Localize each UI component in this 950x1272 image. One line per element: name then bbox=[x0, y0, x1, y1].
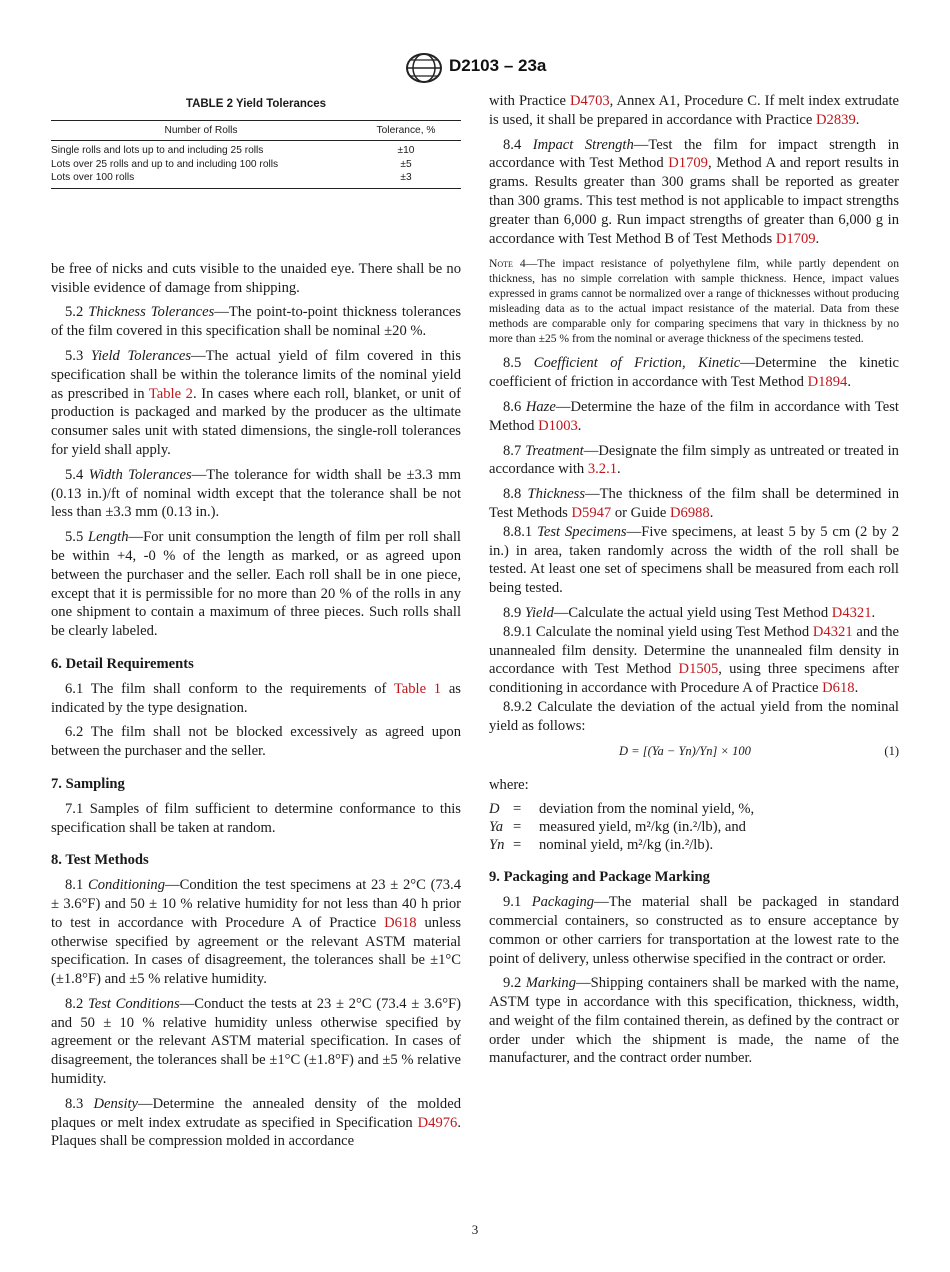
table-2-title: TABLE 2 Yield Tolerances bbox=[185, 98, 327, 110]
section-8-9-1: 8.9.1 Calculate the nominal yield using Test Method D4321 and the unannealed film density. Determine the unannealed film density in accordance with Test Method D1505, using three specimens after conditioning in accordance with Procedure A of Practice D618. bbox=[489, 623, 899, 697]
definition-text: nominal yield, m²/kg (in.²/lb). bbox=[539, 837, 714, 854]
definition-row: D = deviation from the nominal yield, %, bbox=[489, 800, 899, 818]
table-cell-value: ±5 bbox=[400, 158, 412, 170]
section-8-9-2: 8.9.2 Calculate the deviation of the actual yield from the nominal yield as follows: bbox=[489, 698, 899, 734]
table-cell-value: ±3 bbox=[351, 171, 461, 188]
d618-link[interactable]: D618 bbox=[384, 914, 417, 931]
table-header-tolerance: Tolerance, % bbox=[351, 120, 461, 141]
paragraph-continued: be free of nicks and cuts visible to the unaided eye. There shall be no visible evidence of damage from shipping. bbox=[51, 260, 461, 296]
page-header bbox=[0, 52, 950, 88]
d2839-link[interactable]: D2839 bbox=[816, 111, 856, 128]
table-2-link[interactable]: Table 2 bbox=[148, 385, 193, 402]
d1709-link[interactable]: D1709 bbox=[775, 230, 816, 247]
d1709-link[interactable]: D1709 bbox=[668, 155, 708, 172]
yield-tolerances-table bbox=[51, 120, 461, 189]
equation-number: (1) bbox=[884, 743, 899, 758]
section-8-8-1: 8.8.1 Test Specimens—Five specimens, at least 5 by 5 cm (2 by 2 in.) in area, taken randomly across the width of the roll shall be tested. At least one set of specimens shall be measured from each roll being tested. bbox=[489, 523, 900, 597]
d4976-link[interactable]: D4976 bbox=[417, 1114, 458, 1131]
d1505-link[interactable]: D1505 bbox=[678, 661, 719, 678]
d4321-link[interactable]: D4321 bbox=[812, 623, 853, 640]
section-8-7: 8.7 Treatment—Designate the film simply as untreated or treated in accordance with 3.2.1. bbox=[489, 442, 899, 478]
section-5-5: 5.5 Length—For unit consumption the length of film per roll shall be within +4, -0 % of the length as marked, or as agreed upon between the purchaser and the seller. Each roll shall be in one piece, except that it is permissible for no more than 20 % of the rolls in any one shipment to contain a maximum of three pieces. Such rolls shall be clearly labeled. bbox=[51, 529, 461, 640]
d1003-link[interactable]: D1003 bbox=[538, 417, 578, 434]
d618-link[interactable]: D618 bbox=[822, 680, 855, 697]
section-8-heading: 8. Test Methods bbox=[51, 852, 149, 869]
section-5-2: 5.2 Thickness Tolerances—The point-to-point thickness tolerances of the film covered in this specification shall be nominal ±20 %. bbox=[51, 304, 462, 340]
section-8-9: 8.9 Yield—Calculate the actual yield using Test Method D4321. bbox=[503, 604, 876, 621]
paragraph-continued-right: with Practice D4703, Annex A1, Procedure C. If melt index extrudate is used, it shall be prepared in accordance with Practice D2839. bbox=[489, 93, 899, 128]
page-number: 3 bbox=[471, 1222, 479, 1237]
table-cell-label: Single rolls and lots up to and including 25 rolls bbox=[51, 145, 264, 157]
variable-definitions bbox=[489, 800, 899, 854]
section-6-2: 6.2 The film shall not be blocked excessively as agreed upon between the purchaser and the seller. bbox=[51, 724, 461, 760]
d4321-link[interactable]: D4321 bbox=[831, 604, 872, 621]
where-label: where: bbox=[489, 776, 529, 793]
table-cell-value: ±10 bbox=[397, 145, 415, 157]
section-7-heading: 7. Sampling bbox=[51, 775, 125, 792]
definition-text: measured yield, m²/kg (in.²/lb), and bbox=[539, 819, 746, 836]
section-8-6: 8.6 Haze—Determine the haze of the film in accordance with Test Method D1003. bbox=[489, 398, 899, 434]
definition-symbol: Ya bbox=[489, 819, 504, 836]
section-6-heading: 6. Detail Requirements bbox=[51, 655, 194, 672]
section-9-1: 9.1 Packaging—The material shall be packaged in standard commercial containers, so constructed as to ensure acceptance by common or other carriers for transportation at the lowest rate to the point of delivery, unless otherwise specified in the contract or order. bbox=[489, 894, 899, 967]
table-cell-label: Lots over 25 rolls and up to and including 100 rolls bbox=[51, 158, 279, 170]
d4703-link[interactable]: D4703 bbox=[569, 93, 610, 109]
left-column bbox=[51, 92, 461, 1157]
section-8-8: 8.8 Thickness—The thickness of the film shall be determined in Test Methods D5947 or Guide D6988. bbox=[489, 486, 899, 521]
d6988-link[interactable]: D6988 bbox=[670, 504, 710, 521]
definition-symbol: Yn bbox=[489, 837, 505, 854]
definition-text: deviation from the nominal yield, %, bbox=[539, 801, 755, 818]
table-header-rolls: Number of Rolls bbox=[51, 120, 351, 141]
section-9-2: 9.2 Marking—Shipping containers shall be marked with the name, ASTM type in accordance with this specification, thickness, width, and weight of the film contained therein, as defined by the contract or order under which the shipment is made, the name of the manufacturer, and the contract order number. bbox=[489, 975, 899, 1067]
table-1-link[interactable]: Table 1 bbox=[393, 680, 442, 697]
definition-symbol: D bbox=[489, 801, 500, 818]
equation-1 bbox=[489, 738, 899, 764]
table-cell-label: Lots over 100 rolls bbox=[51, 171, 351, 188]
equation-body: D = [(Ya − Yn)/Yn] × 100 bbox=[619, 743, 751, 758]
section-6-1: 6.1 The film shall conform to the requirements of Table 1 as indicated by the type designation. bbox=[51, 680, 461, 716]
definition-row: Yn = nominal yield, m²/kg (in.²/lb). bbox=[489, 836, 899, 854]
d5947-link[interactable]: D5947 bbox=[571, 504, 612, 521]
section-9-heading: 9. Packaging and Package Marking bbox=[489, 869, 710, 886]
table-row bbox=[51, 141, 461, 158]
d1894-link[interactable]: D1894 bbox=[807, 374, 848, 391]
section-5-4: 5.4 Width Tolerances—The tolerance for width shall be ±3.3 mm (0.13 in.)/ft of nominal width except that the tolerance shall be not less than ±3.3 mm (0.13 in.). bbox=[51, 466, 461, 521]
table-row bbox=[51, 158, 461, 172]
section-8-2: 8.2 Test Conditions—Conduct the tests at 23 ± 2°C (73.4 ± 3.6°F) and 50 ± 10 % relative humidity unless otherwise specified by agreement or the relevant ASTM material specification. In cases of disagreement, the tolerances shall be ±1°C (±1.8°F) and ±5 % relative humidity. bbox=[51, 995, 462, 1088]
document-id: D2103 – 23a bbox=[449, 56, 547, 75]
section-8-4: 8.4 Impact Strength—Test the film for impact strength in accordance with Test Method D1709, Method A and report results in grams. Results greater than 300 grams shall be reported as greater than 300 grams. This test method is not applicable to impact strengths greater than 6,000 g. Run impact strengths of greater than 6,000 g in accordance with Test Method B of Test Methods D1709. bbox=[489, 136, 899, 247]
definition-row: Ya = measured yield, m²/kg (in.²/lb), and bbox=[489, 818, 899, 836]
section-3-2-1-link[interactable]: 3.2.1 bbox=[587, 461, 618, 478]
section-8-3: 8.3 Density—Determine the annealed density of the molded plaques or melt index extrudate as specified in Specification D4976. Plaques shall be compression molded in accordance bbox=[51, 1095, 461, 1150]
astm-logo-icon bbox=[404, 52, 444, 84]
section-8-1: 8.1 Conditioning—Condition the test specimens at 23 ± 2°C (73.4 ± 3.6°F) and 50 ± 10 % relative humidity for not less than 40 h prior to test in accordance with Procedure A of Practice D618 unless otherwise specified by agreement or the relevant ASTM material specification. In cases of disagreement, the tolerances shall be ±1°C (±1.8°F) and ±5 % relative humidity. bbox=[51, 877, 461, 988]
section-5-3: 5.3 Yield Tolerances—The actual yield of film covered in this specification shall be within the tolerance limits of the nominal yield as prescribed in Table 2. In cases where each roll, blanket, or unit of production is packaged and marked by the producer as the ultimate consumer sales unit with stated dimensions, the single-roll tolerances for yield shall apply. bbox=[51, 347, 462, 458]
section-8-5: 8.5 Coefficient of Friction, Kinetic—Determine the kinetic coefficient of friction in accordance with Test Method D1894. bbox=[489, 355, 899, 391]
note-4: Note 4—The impact resistance of polyethylene film, while partly dependent on thickness, has no simple correlation with sample thickness. Hence, impact values expressed in grams cannot be normalized over a range of thicknesses without producing misleading data as to the actual impact resistance of the material. Data from these methods are comparable only for comparing specimens that vary in thickness by no more than ±25 % from the nominal or average thickness of the specimens tested. bbox=[489, 257, 899, 346]
table-row bbox=[51, 171, 461, 188]
right-column bbox=[489, 92, 899, 1074]
section-7-1: 7.1 Samples of film sufficient to determine conformance to this specification shall be taken at random. bbox=[51, 800, 461, 836]
